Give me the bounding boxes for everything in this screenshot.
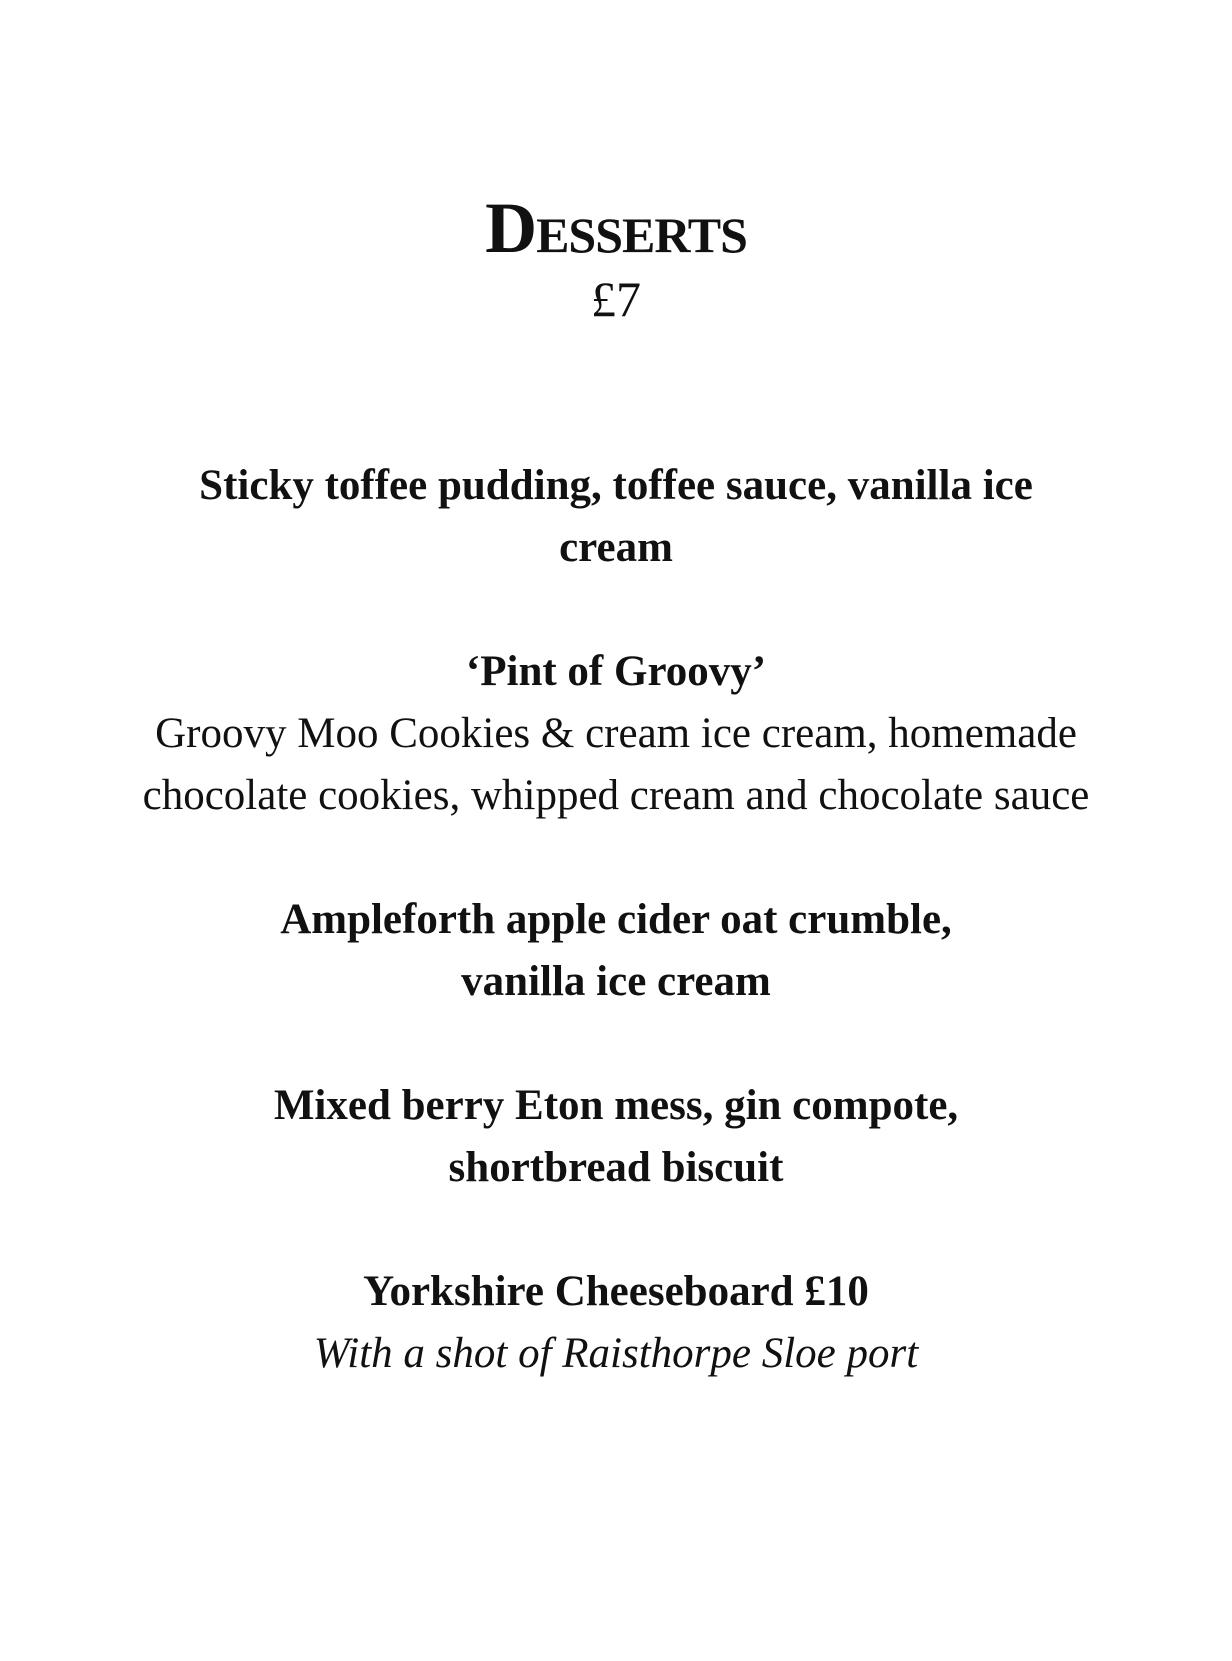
dessert-name: Yorkshire Cheeseboard £10 bbox=[363, 1268, 869, 1315]
dessert-name: Ampleforth apple cider oat crumble, vanilla ice cream bbox=[280, 896, 952, 1005]
dessert-item-eton-mess bbox=[0, 1075, 1232, 1199]
menu-price: £7 bbox=[591, 271, 641, 327]
dessert-item-cheeseboard bbox=[0, 1261, 1232, 1385]
dessert-description: Groovy Moo Cookies & cream ice cream, homemade chocolate cookies, whipped cream and chocolate sauce bbox=[142, 710, 1090, 819]
dessert-item-pint-of-groovy bbox=[0, 641, 1232, 827]
dessert-list bbox=[0, 455, 1232, 1385]
dessert-name: ‘Pint of Groovy’ bbox=[465, 648, 767, 695]
menu-title: Desserts bbox=[485, 188, 747, 268]
dessert-item-crumble bbox=[0, 889, 1232, 1013]
dessert-note: With a shot of Raisthorpe Sloe port bbox=[313, 1330, 919, 1377]
dessert-item-sticky-toffee bbox=[0, 455, 1232, 579]
menu-header bbox=[0, 188, 1232, 327]
dessert-name: Mixed berry Eton mess, gin compote, shortbread biscuit bbox=[273, 1082, 959, 1191]
dessert-name: Sticky toffee pudding, toffee sauce, vanilla ice cream bbox=[199, 462, 1033, 571]
